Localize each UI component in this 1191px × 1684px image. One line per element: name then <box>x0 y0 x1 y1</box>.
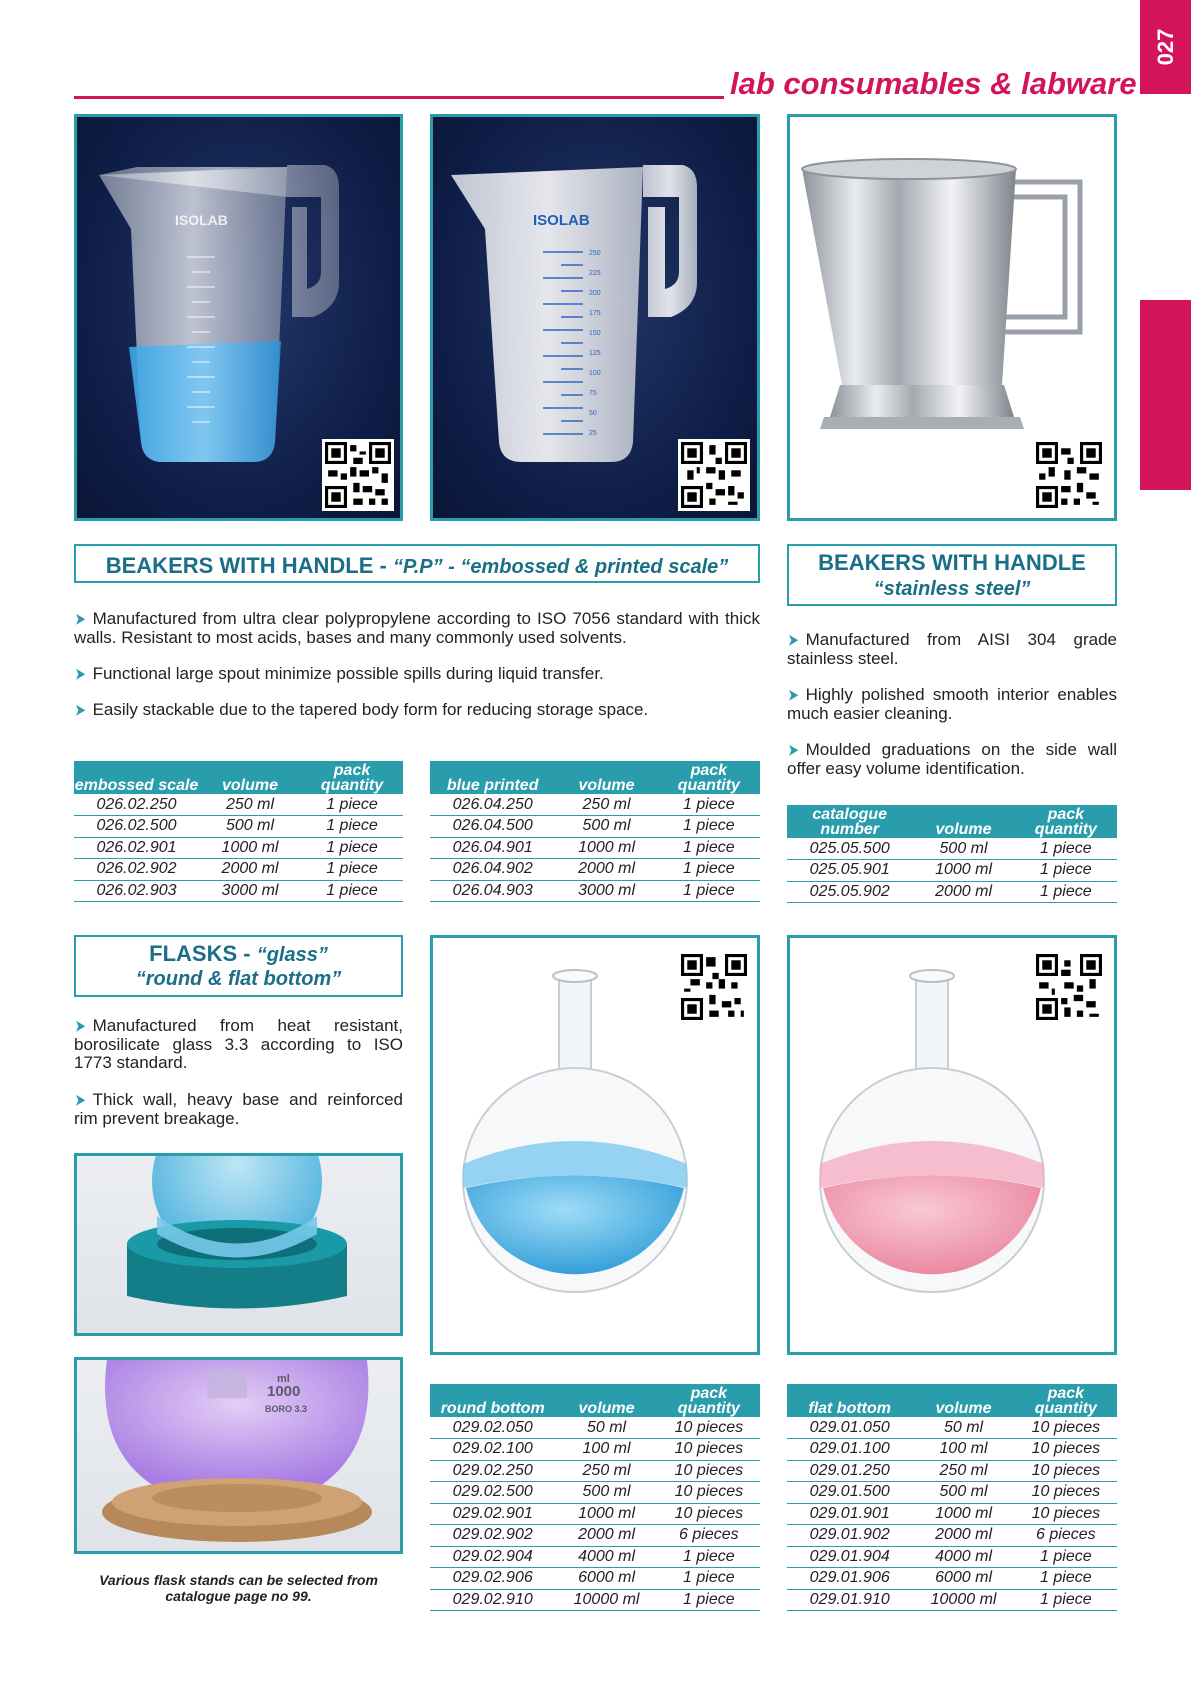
column-header: volume <box>912 805 1014 838</box>
flask-label-glass: BORO 3.3 <box>265 1404 308 1414</box>
scale-label: 250 <box>589 250 601 257</box>
table-cell: 250 ml <box>912 1460 1014 1482</box>
column-header: pack quantity <box>1015 805 1117 838</box>
flask-label-ml: ml <box>277 1373 290 1385</box>
table-cell: 4000 ml <box>555 1546 657 1568</box>
table-cell: 1000 ml <box>199 837 301 859</box>
header-rule <box>74 96 724 99</box>
table-cell: 1000 ml <box>912 860 1014 882</box>
pp-bullet-3: ➤ Easily stackable due to the tapered body form for reducing storage space. <box>75 700 649 719</box>
steel-title-main: BEAKERS WITH HANDLE <box>818 550 1086 575</box>
embossed-scale-table <box>74 761 403 902</box>
table-row <box>787 1439 1117 1461</box>
table-cell: 500 ml <box>912 838 1014 860</box>
table-cell: 250 ml <box>199 794 301 816</box>
table-cell: 025.05.901 <box>787 860 912 882</box>
column-header: flat bottom <box>787 1384 912 1417</box>
column-header: volume <box>912 1384 1014 1417</box>
table-row <box>787 1482 1117 1504</box>
table-cell: 10 pieces <box>1015 1417 1117 1439</box>
table-cell: 50 ml <box>555 1417 657 1439</box>
table-cell: 1000 ml <box>555 1503 657 1525</box>
scale-label: 25 <box>589 430 597 437</box>
flat-flask-photo <box>787 935 1117 1355</box>
table-cell: 2000 ml <box>555 1525 657 1547</box>
scale-label: 225 <box>589 270 601 277</box>
round-bottom-table <box>430 1384 760 1611</box>
table-cell: 026.02.902 <box>74 859 199 881</box>
table-cell: 029.02.500 <box>430 1482 555 1504</box>
table-cell: 029.02.906 <box>430 1568 555 1590</box>
flask-bullet-2: ➤ Thick wall, heavy base and reinforced rim prevent breakage. <box>74 1090 403 1128</box>
table-cell: 250 ml <box>555 794 657 816</box>
section-tab-marker <box>1140 300 1191 490</box>
table-cell: 1 piece <box>658 816 760 838</box>
page-number: 027 <box>1152 28 1178 66</box>
table-cell: 2000 ml <box>555 859 657 881</box>
steel-title-sub: “stainless steel” <box>873 578 1031 600</box>
table-row <box>787 1525 1117 1547</box>
pp-section-title <box>74 544 760 583</box>
column-header: pack quantity <box>658 761 760 794</box>
bullet-arrow-icon: ➤ <box>75 1018 86 1035</box>
column-header: blue printed <box>430 761 555 794</box>
table-cell: 1 piece <box>658 1589 760 1611</box>
table-row <box>430 1589 760 1611</box>
table-cell: 026.04.250 <box>430 794 555 816</box>
table-cell: 029.02.050 <box>430 1417 555 1439</box>
column-header: pack quantity <box>1015 1384 1117 1417</box>
table-cell: 026.04.500 <box>430 816 555 838</box>
table-cell: 1 piece <box>1015 881 1117 903</box>
table-cell: 1 piece <box>658 880 760 902</box>
table-cell: 029.02.100 <box>430 1439 555 1461</box>
table-cell: 500 ml <box>199 816 301 838</box>
table-cell: 10 pieces <box>1015 1482 1117 1504</box>
table-cell: 026.04.903 <box>430 880 555 902</box>
stainless-steel-table <box>787 805 1117 903</box>
scale-label: 150 <box>589 330 601 337</box>
table-cell: 2000 ml <box>912 881 1014 903</box>
table-cell: 4000 ml <box>912 1546 1014 1568</box>
table-row <box>787 1417 1117 1439</box>
table-cell: 026.02.901 <box>74 837 199 859</box>
table-cell: 1 piece <box>1015 860 1117 882</box>
table-cell: 029.01.902 <box>787 1525 912 1547</box>
table-row <box>430 1503 760 1525</box>
table-cell: 1 piece <box>301 859 403 881</box>
table-cell: 029.02.910 <box>430 1589 555 1611</box>
table-row <box>787 1460 1117 1482</box>
column-header: catalogue number <box>787 805 912 838</box>
table-cell: 026.04.901 <box>430 837 555 859</box>
pp-title-sub: “P.P” - “embossed & printed scale” <box>392 556 729 578</box>
table-cell: 029.01.906 <box>787 1568 912 1590</box>
table-cell: 10 pieces <box>658 1439 760 1461</box>
table-row <box>787 1503 1117 1525</box>
table-row <box>787 1568 1117 1590</box>
table-cell: 10 pieces <box>658 1482 760 1504</box>
table-cell: 029.01.100 <box>787 1439 912 1461</box>
table-row <box>430 1417 760 1439</box>
scale-label: 200 <box>589 290 601 297</box>
table-cell: 025.05.902 <box>787 881 912 903</box>
table-row <box>430 794 760 816</box>
flask-bullet-1: ➤ Manufactured from heat resistant, borosilicate glass 3.3 according to ISO 1773 standard. <box>74 1016 403 1072</box>
table-row <box>430 1460 760 1482</box>
pp-bullet-1: ➤ Manufactured from ultra clear polypropylene according to ISO 7056 standard with thick walls. Resistant to most acids, bases and many commonly used solvents. <box>74 609 760 647</box>
flask-stand-photo <box>74 1153 403 1336</box>
column-header: pack quantity <box>301 761 403 794</box>
table-cell: 100 ml <box>912 1439 1014 1461</box>
table-cell: 1 piece <box>658 1546 760 1568</box>
qr-code-icon[interactable] <box>322 439 394 511</box>
table-cell: 1 piece <box>658 837 760 859</box>
pp-bullet-2: ➤ Functional large spout minimize possible spills during liquid transfer. <box>75 664 604 683</box>
column-header: volume <box>555 761 657 794</box>
beaker-brand-label: ISOLAB <box>175 212 228 228</box>
flask-title-sub: “round & flat bottom” <box>135 968 342 990</box>
bullet-arrow-icon: ➤ <box>75 1092 86 1109</box>
table-row <box>430 816 760 838</box>
table-cell: 3000 ml <box>555 880 657 902</box>
table-cell: 1 piece <box>1015 1589 1117 1611</box>
table-cell: 2000 ml <box>199 859 301 881</box>
qr-code-icon[interactable] <box>1033 951 1105 1023</box>
table-cell: 50 ml <box>912 1417 1014 1439</box>
flask-section-title <box>74 935 403 997</box>
table-cell: 500 ml <box>555 816 657 838</box>
table-cell: 029.01.901 <box>787 1503 912 1525</box>
table-cell: 10 pieces <box>1015 1503 1117 1525</box>
table-row <box>787 1589 1117 1611</box>
table-row <box>430 880 760 902</box>
table-cell: 2000 ml <box>912 1525 1014 1547</box>
qr-code-icon[interactable] <box>678 439 750 511</box>
table-row <box>430 1546 760 1568</box>
bullet-arrow-icon: ➤ <box>75 611 86 628</box>
table-cell: 6000 ml <box>912 1568 1014 1590</box>
printed-scale-table <box>430 761 760 902</box>
column-header: embossed scale <box>74 761 199 794</box>
table-cell: 1000 ml <box>555 837 657 859</box>
table-cell: 10 pieces <box>658 1503 760 1525</box>
column-header: volume <box>199 761 301 794</box>
bullet-arrow-icon: ➤ <box>788 742 799 759</box>
table-cell: 1 piece <box>658 859 760 881</box>
table-row <box>430 1568 760 1590</box>
bullet-arrow-icon: ➤ <box>75 702 86 719</box>
table-cell: 1 piece <box>301 794 403 816</box>
table-cell: 029.02.902 <box>430 1525 555 1547</box>
scale-label: 125 <box>589 350 601 357</box>
table-cell: 026.04.902 <box>430 859 555 881</box>
table-cell: 026.02.250 <box>74 794 199 816</box>
steel-bullet-2: ➤ Highly polished smooth interior enables much easier cleaning. <box>787 685 1117 723</box>
table-cell: 6 pieces <box>658 1525 760 1547</box>
table-row <box>787 838 1117 860</box>
table-cell: 10 pieces <box>1015 1460 1117 1482</box>
flat-bottom-table <box>787 1384 1117 1611</box>
table-row <box>74 859 403 881</box>
scale-label: 50 <box>589 410 597 417</box>
table-row <box>430 859 760 881</box>
table-cell: 1000 ml <box>912 1503 1014 1525</box>
bullet-arrow-icon: ➤ <box>788 687 799 704</box>
table-cell: 029.01.910 <box>787 1589 912 1611</box>
round-flask-photo <box>430 935 760 1355</box>
table-cell: 1 piece <box>301 880 403 902</box>
bullet-arrow-icon: ➤ <box>788 632 799 649</box>
table-cell: 10 pieces <box>658 1417 760 1439</box>
table-cell: 029.02.901 <box>430 1503 555 1525</box>
table-cell: 3000 ml <box>199 880 301 902</box>
steel-bullet-3: ➤ Moulded graduations on the side wall offer easy volume identification. <box>787 740 1117 778</box>
steel-bullet-1: ➤ Manufactured from AISI 304 grade stainless steel. <box>787 630 1117 668</box>
flask-title-glass: “glass” <box>256 944 328 966</box>
table-row <box>74 880 403 902</box>
table-row <box>430 1525 760 1547</box>
page-title: lab consumables & labware <box>730 66 1137 101</box>
table-cell: 6000 ml <box>555 1568 657 1590</box>
table-cell: 029.02.250 <box>430 1460 555 1482</box>
beaker-brand-label: ISOLAB <box>533 212 590 229</box>
table-row <box>430 837 760 859</box>
beaker-embossed-photo <box>74 114 403 521</box>
steel-section-title <box>787 544 1117 606</box>
table-cell: 1 piece <box>301 837 403 859</box>
table-cell: 500 ml <box>555 1482 657 1504</box>
qr-code-icon[interactable] <box>1033 439 1105 511</box>
table-cell: 6 pieces <box>1015 1525 1117 1547</box>
scale-label: 175 <box>589 310 601 317</box>
table-cell: 250 ml <box>555 1460 657 1482</box>
table-cell: 029.01.500 <box>787 1482 912 1504</box>
flask-title-main: FLASKS - <box>149 941 257 966</box>
table-cell: 10 pieces <box>658 1460 760 1482</box>
table-cell: 1 piece <box>1015 1546 1117 1568</box>
table-cell: 029.02.904 <box>430 1546 555 1568</box>
column-header: pack quantity <box>658 1384 760 1417</box>
table-row <box>430 1482 760 1504</box>
table-row <box>787 860 1117 882</box>
table-cell: 025.05.500 <box>787 838 912 860</box>
stainless-beaker-photo <box>787 114 1117 521</box>
column-header: round bottom <box>430 1384 555 1417</box>
table-cell: 029.01.904 <box>787 1546 912 1568</box>
table-row <box>74 794 403 816</box>
table-cell: 1 piece <box>1015 1568 1117 1590</box>
table-cell: 026.02.903 <box>74 880 199 902</box>
table-cell: 1 piece <box>658 1568 760 1590</box>
table-cell: 10 pieces <box>1015 1439 1117 1461</box>
table-cell: 500 ml <box>912 1482 1014 1504</box>
table-cell: 1 piece <box>1015 838 1117 860</box>
table-row <box>430 1439 760 1461</box>
page-number-tab <box>1140 0 1191 94</box>
table-cell: 029.01.050 <box>787 1417 912 1439</box>
table-row <box>74 816 403 838</box>
table-cell: 026.02.500 <box>74 816 199 838</box>
qr-code-icon[interactable] <box>678 951 750 1023</box>
table-cell: 10000 ml <box>555 1589 657 1611</box>
table-row <box>787 881 1117 903</box>
scale-label: 100 <box>589 370 601 377</box>
beaker-printed-photo <box>430 114 760 521</box>
column-header: volume <box>555 1384 657 1417</box>
flask-stand-note: Various flask stands can be selected from catalogue page no 99. <box>99 1572 378 1604</box>
table-cell: 1 piece <box>301 816 403 838</box>
table-cell: 10000 ml <box>912 1589 1014 1611</box>
table-cell: 100 ml <box>555 1439 657 1461</box>
table-row <box>787 1546 1117 1568</box>
bullet-arrow-icon: ➤ <box>75 666 86 683</box>
pp-title-main: BEAKERS WITH HANDLE - <box>105 553 393 578</box>
scale-label: 75 <box>589 390 597 397</box>
table-row <box>74 837 403 859</box>
table-cell: 029.01.250 <box>787 1460 912 1482</box>
flask-label-volume: 1000 <box>267 1383 301 1400</box>
table-cell: 1 piece <box>658 794 760 816</box>
flask-cork-photo <box>74 1357 403 1554</box>
